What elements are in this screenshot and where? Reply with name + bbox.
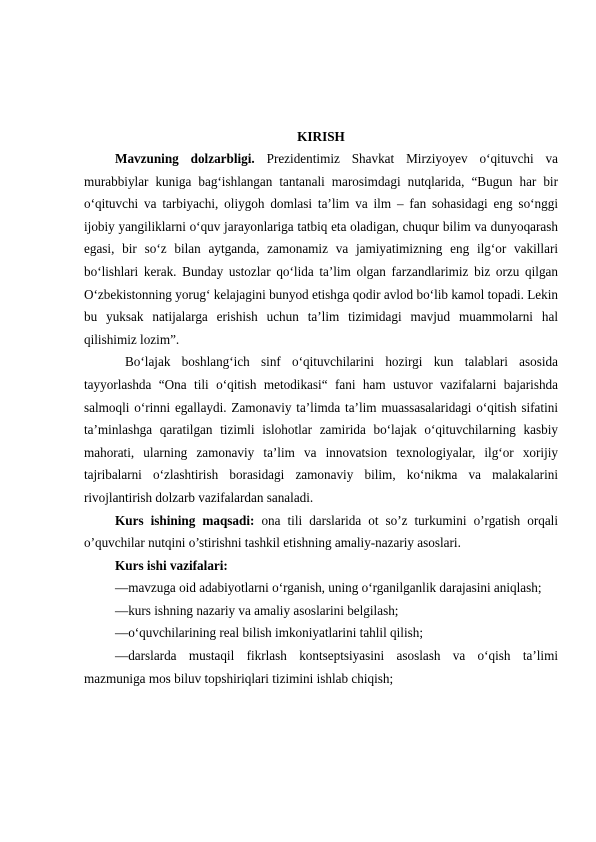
- list-item: —darslarda mustaqil fikrlash kontseptsiyasini asoslash va o‘qish ta’limi mazmuniga mos biluv topshiriqlari tizimini ishlab chiqish;: [84, 648, 558, 686]
- list-item: —mavzuga oid adabiyotlarni o‘rganish, uning o‘rganilganlik darajasini aniqlash;: [115, 580, 542, 596]
- list-item: —o‘quvchilarining real bilish imkoniyatlarini tahlil qilish;: [115, 625, 424, 641]
- paragraph-lead: Kurs ishi vazifalari:: [115, 557, 228, 573]
- paragraph-goal: [84, 510, 558, 555]
- paragraph-text: ona tili darslarida ot so’z turkumini o’rgatish orqali o’quvchilar nutqini o’stirishni tashkil etishning amaliy-nazariy asoslari.: [84, 512, 558, 551]
- paragraph-lead: Mavzuning dolzarbligi.: [115, 151, 255, 166]
- paragraph-relevance: [84, 148, 558, 351]
- paragraph-tasks-heading: [84, 555, 558, 578]
- list-item: —kurs ishning nazariy va amaliy asoslarini belgilash;: [115, 602, 399, 618]
- document-page: [84, 126, 558, 690]
- page-title: KIRISH: [297, 129, 345, 144]
- paragraph-text: Prezidentimiz Shavkat Mirziyoyev o‘qituvchi va murabbiylar kuniga bag‘ishlangan tantanali marosimdagi nutqlarida, “Bugun har bir o‘qituvchi va tarbiyachi, oliygoh domlasi ta’lim va ilm – fan sohasidagi eng so‘nggi ijobiy yangiliklarni o‘quv jarayonlariga tatbiq eta oladigan, chuqur bilim va dunyoqarash egasi, bir so‘z bilan aytganda, zamonamiz va jamiyatimizning eng ilg‘or vakillari bo‘lishlari kerak. Bunday ustozlar qo‘lida ta’lim olgan farzandlarimiz biz orzu qilgan O‘zbekistonning yorug‘ kelajagini bunyod etishga qodir avlod bo‘lib kamol topadi. Lekin bu yuksak natijalarga erishish uchun ta’lim tizimidagi mavjud muammolarni hal qilishimiz lozim”.: [84, 151, 559, 347]
- paragraph-lead: Kurs ishining maqsadi:: [115, 512, 255, 528]
- paragraph-background: Bo‘lajak boshlang‘ich sinf o‘qituvchilarini hozirgi kun talablari asosida tayyorlashda “Ona tili o‘qitish metodikasi“ fani ham ustuvor vazifalarni bajarishda salmoqli o‘rinni egallaydi. Zamonaviy ta’limda ta’lim muassasalaridagi o‘qitish sifatini ta’minlashga qaratilgan tizimli islohotlar zamirida bo‘lajak o‘qituvchilarning kasbiy mahorati, ularning zamonaviy ta’lim va innovatsion texnologiyalar, ilg‘or xorijiy tajribalarni o‘zlashtirish borasidagi zamonaviy bilim, ko‘nikma va malakalarini rivojlantirish dolzarb vazifalardan sanaladi.: [84, 354, 558, 505]
